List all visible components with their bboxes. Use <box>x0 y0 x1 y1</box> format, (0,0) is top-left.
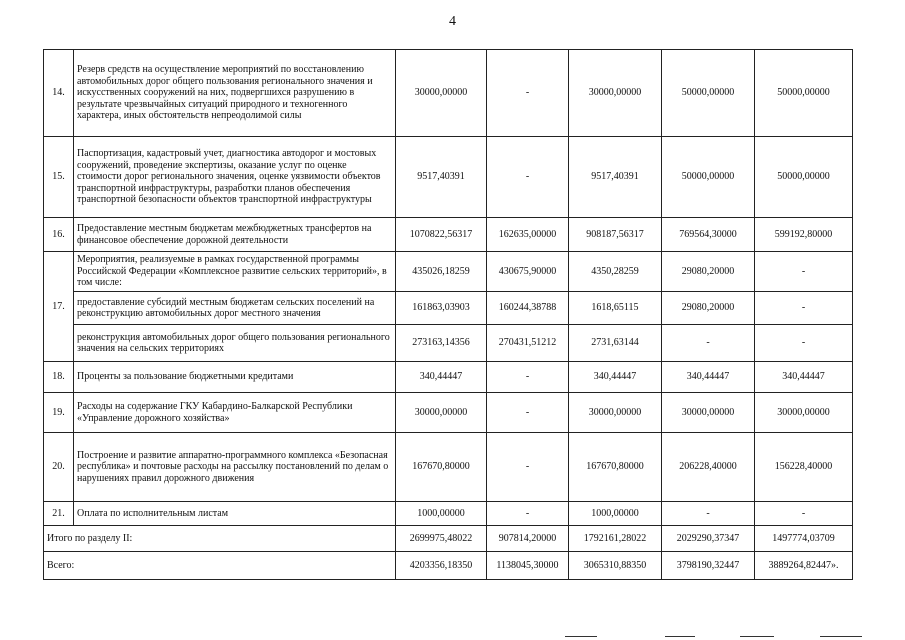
value-cell: - <box>487 433 569 502</box>
value-cell: 30000,00000 <box>662 393 755 433</box>
value-cell: 4203356,18350 <box>396 552 487 580</box>
row-number: 19. <box>44 393 74 433</box>
row-number: 14. <box>44 50 74 137</box>
table-row <box>44 218 853 252</box>
total-label: Итого по разделу II: <box>44 526 396 552</box>
value-cell: - <box>487 50 569 137</box>
value-cell: 1070822,56317 <box>396 218 487 252</box>
row-description: Оплата по исполнительным листам <box>74 502 396 526</box>
value-cell: 3798190,32447 <box>662 552 755 580</box>
value-cell: 30000,00000 <box>396 393 487 433</box>
table-row <box>44 362 853 393</box>
value-cell: - <box>755 292 853 325</box>
value-cell: - <box>487 393 569 433</box>
table-row <box>44 502 853 526</box>
value-cell: - <box>755 502 853 526</box>
value-cell: 30000,00000 <box>396 50 487 137</box>
table-row <box>44 50 853 137</box>
value-cell: 1138045,30000 <box>487 552 569 580</box>
value-cell: - <box>487 137 569 218</box>
value-cell: 156228,40000 <box>755 433 853 502</box>
value-cell: 50000,00000 <box>755 50 853 137</box>
value-cell: 9517,40391 <box>396 137 487 218</box>
value-cell: - <box>755 325 853 362</box>
value-cell: 1000,00000 <box>569 502 662 526</box>
row-description: Проценты за пользование бюджетными кредитами <box>74 362 396 393</box>
scan-mark <box>740 636 774 637</box>
value-cell: 340,44447 <box>755 362 853 393</box>
value-cell: 907814,20000 <box>487 526 569 552</box>
value-cell: 167670,80000 <box>396 433 487 502</box>
value-cell: 160244,38788 <box>487 292 569 325</box>
grand-total-row <box>44 552 853 580</box>
value-cell: 50000,00000 <box>662 137 755 218</box>
table-row <box>44 325 853 362</box>
value-cell: 50000,00000 <box>755 137 853 218</box>
row-number: 17. <box>44 252 74 362</box>
value-cell: 29080,20000 <box>662 292 755 325</box>
total-label: Всего: <box>44 552 396 580</box>
value-cell: - <box>487 362 569 393</box>
value-cell: 340,44447 <box>396 362 487 393</box>
row-number: 18. <box>44 362 74 393</box>
value-cell: 30000,00000 <box>755 393 853 433</box>
value-cell: 340,44447 <box>569 362 662 393</box>
value-cell: - <box>662 325 755 362</box>
value-cell: 161863,03903 <box>396 292 487 325</box>
value-cell: 9517,40391 <box>569 137 662 218</box>
row-description: Построение и развитие аппаратно-программного комплекса «Безопасная республика» и почтовые расходы на рассылку постановлений по делам о нарушениях правил дорожного движения <box>74 433 396 502</box>
value-cell: 29080,20000 <box>662 252 755 292</box>
scan-mark <box>820 636 862 637</box>
value-cell: 270431,51212 <box>487 325 569 362</box>
value-cell: 1000,00000 <box>396 502 487 526</box>
value-cell: 162635,00000 <box>487 218 569 252</box>
value-cell: 2029290,37347 <box>662 526 755 552</box>
table-row <box>44 137 853 218</box>
row-number: 21. <box>44 502 74 526</box>
row-number: 15. <box>44 137 74 218</box>
value-cell: 430675,90000 <box>487 252 569 292</box>
section-total-row <box>44 526 853 552</box>
page-number: 4 <box>449 14 456 29</box>
value-cell: - <box>487 502 569 526</box>
value-cell: 769564,30000 <box>662 218 755 252</box>
table-row <box>44 252 853 292</box>
value-cell: 1497774,03709 <box>755 526 853 552</box>
value-cell: 30000,00000 <box>569 50 662 137</box>
value-cell: 435026,18259 <box>396 252 487 292</box>
row-description: Паспортизация, кадастровый учет, диагностика автодорог и мостовых сооружений, проведение экспертизы, оказание услуг по оценке стоимости дорог регионального значения, оценке уязвимости объектов транспортной инфраструктуры, разработки планов обеспечения транспортной безопасности объектов транспортной инфраструктуры <box>74 137 396 218</box>
value-cell: - <box>755 252 853 292</box>
scan-mark <box>665 636 695 637</box>
value-cell: 1618,65115 <box>569 292 662 325</box>
row-number: 16. <box>44 218 74 252</box>
value-cell: 206228,40000 <box>662 433 755 502</box>
value-cell: 2731,63144 <box>569 325 662 362</box>
value-cell: 340,44447 <box>662 362 755 393</box>
table-row <box>44 393 853 433</box>
value-cell: 3889264,82447». <box>755 552 853 580</box>
value-cell: 273163,14356 <box>396 325 487 362</box>
value-cell: 908187,56317 <box>569 218 662 252</box>
value-cell: 1792161,28022 <box>569 526 662 552</box>
value-cell: 30000,00000 <box>569 393 662 433</box>
value-cell: 3065310,88350 <box>569 552 662 580</box>
row-description: Предоставление местным бюджетам межбюджетных трансфертов на финансовое обеспечение дорожной деятельности <box>74 218 396 252</box>
scan-mark <box>565 636 597 637</box>
row-description: предоставление субсидий местным бюджетам сельских поселений на реконструкцию автомобильных дорог местного значения <box>74 292 396 325</box>
value-cell: 4350,28259 <box>569 252 662 292</box>
value-cell: - <box>662 502 755 526</box>
row-description: Расходы на содержание ГКУ Кабардино-Балкарской Республики «Управление дорожного хозяйства» <box>74 393 396 433</box>
table-row <box>44 433 853 502</box>
value-cell: 2699975,48022 <box>396 526 487 552</box>
row-number: 20. <box>44 433 74 502</box>
value-cell: 50000,00000 <box>662 50 755 137</box>
row-description: реконструкция автомобильных дорог общего пользования регионального значения на сельских территориях <box>74 325 396 362</box>
value-cell: 599192,80000 <box>755 218 853 252</box>
table-row <box>44 292 853 325</box>
value-cell: 167670,80000 <box>569 433 662 502</box>
row-description: Резерв средств на осуществление мероприятий по восстановлению автомобильных дорог общего пользования регионального значения и искусственных сооружений на них, подвергшихся разрушению в результате чрезвычайных ситуаций природного и техногенного характера, иных обстоятельств непреодолимой силы <box>74 50 396 137</box>
budget-table <box>43 49 853 580</box>
row-description: Мероприятия, реализуемые в рамках государственной программы Российской Федерации «Комплексное развитие сельских территорий», в том числе: <box>74 252 396 292</box>
